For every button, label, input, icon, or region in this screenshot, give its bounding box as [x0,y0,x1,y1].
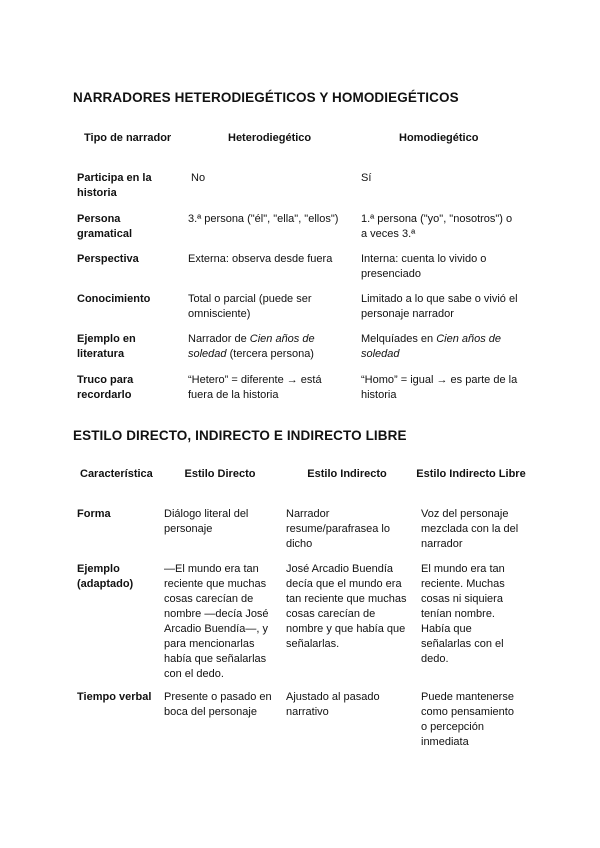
s1-row-label: Participa en la historia [77,172,152,199]
s1-cell-homo: Melquíades en Cien años de soledad [361,333,502,360]
s1-row-label: Conocimiento [77,293,151,305]
s1-cell-homo: Interna: cuenta lo vivido o presenciado [361,253,487,280]
s1-cell-hetero: Total o parcial (puede ser omnisciente) [188,293,312,320]
s1-row-label: Truco para recordarlo [77,374,134,401]
s2-cell-directo: Diálogo literal del personaje [164,508,249,535]
s1-cell-hetero: Narrador de Cien años de soledad (tercera persona) [188,333,315,360]
book-title: Cien años de soledad [188,333,315,360]
s1-cell-hetero: 3.ª persona ("él", "ella", "ellos") [188,213,339,225]
s2-cell-libre: Puede mantenerse como pensamiento o percepción inmediata [421,691,514,748]
s1-cell-hetero: Externa: observa desde fuera [188,253,333,265]
s2-row-label: Forma [77,508,111,520]
s2-cell-directo: Presente o pasado en boca del personaje [164,691,272,718]
s1-row-label: Ejemplo en literatura [77,333,136,360]
s2-header-libre: Estilo Indirecto Libre [416,468,526,480]
s2-cell-directo: —El mundo era tan reciente que muchas cosas carecían de nombre —decía José Arcadio Buendía—, y para mencionarlas había que señalarlas con el dedo. [164,563,269,680]
section1-title: NARRADORES HETERODIEGÉTICOS Y HOMODIEGÉTICOS [73,90,459,105]
s2-header-indirecto: Estilo Indirecto [307,468,387,480]
s1-header-homo: Homodiegético [399,132,479,144]
s1-row-label: Persona gramatical [77,213,133,240]
s2-cell-indirecto: Narrador resume/parafrasea lo dicho [286,508,390,550]
s1-cell-hetero: No [191,172,206,184]
s1-cell-homo: Sí [361,172,372,184]
section2-title: ESTILO DIRECTO, INDIRECTO E INDIRECTO LIBRE [73,428,407,443]
s2-cell-indirecto: José Arcadio Buendía decía que el mundo era tan reciente que muchas cosas carecían de nombre y que había que señalarlas. [286,563,407,650]
s1-cell-homo: “Homo” = igual → es parte de la historia [361,374,518,401]
s1-cell-hetero: “Hetero” = diferente → está fuera de la historia [188,374,322,401]
s1-header-hetero: Heterodiegético [228,132,312,144]
s2-header-caracteristica: Característica [80,468,153,480]
s2-header-directo: Estilo Directo [184,468,256,480]
book-title: Cien años de soledad [361,333,502,360]
s2-cell-libre: Voz del personaje mezclada con la del narrador [421,508,519,550]
s1-row-label: Perspectiva [77,253,139,265]
s2-cell-indirecto: Ajustado al pasado narrativo [286,691,380,718]
s2-row-label: Tiempo verbal [77,691,152,703]
s1-cell-homo: Limitado a lo que sabe o vivió el personaje narrador [361,293,518,320]
s2-row-label: Ejemplo (adaptado) [77,563,134,590]
s2-cell-libre: El mundo era tan reciente. Muchas cosas ni siquiera tenían nombre. Había que señalarlas con el dedo. [421,563,505,665]
s1-header-tipo: Tipo de narrador [84,132,172,144]
s1-cell-homo: 1.ª persona ("yo", "nosotros") o a veces 3.ª [361,213,513,240]
